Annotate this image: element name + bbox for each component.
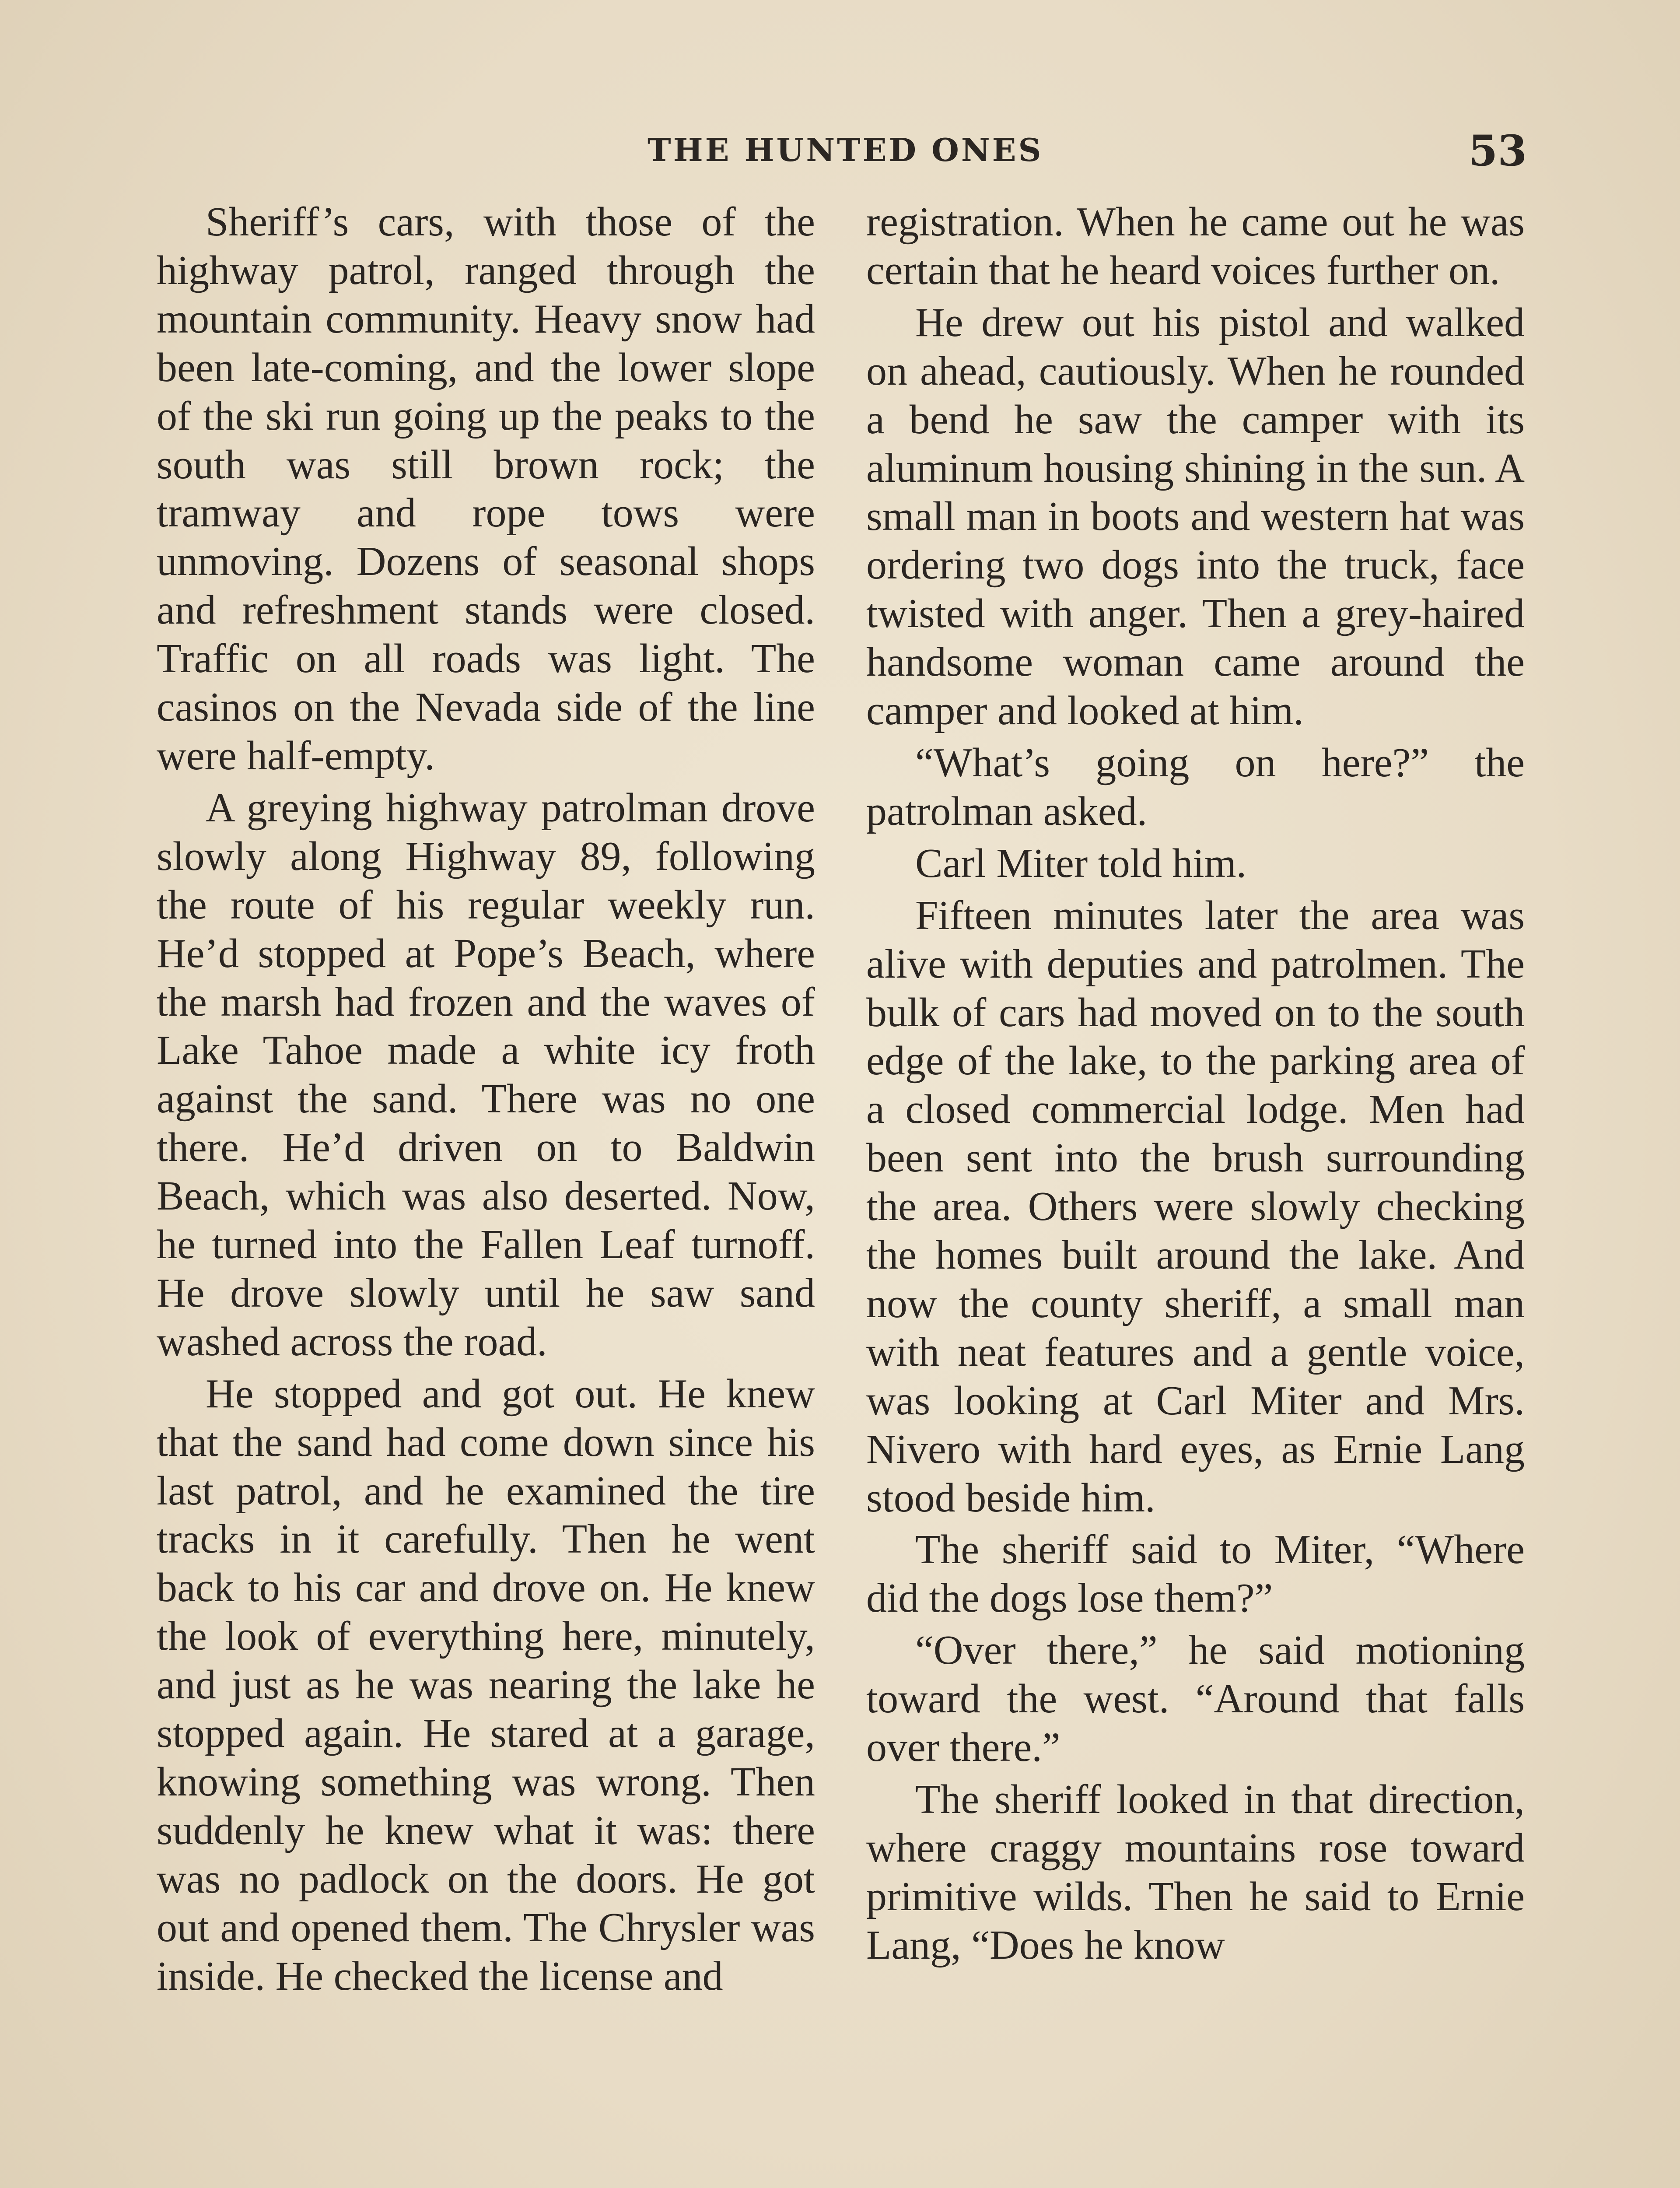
paragraph: The sheriff said to Miter, “Where did the dogs lose them?” (866, 1527, 1525, 1621)
paragraph: A greying highway patrolman drove slowly along Highway 89, following the route of his regular weekly run. He’d stopped at Pope’s Beach, where the marsh had frozen and the waves of Lake Tahoe made a white icy froth against the sand. There was no one there. He’d driven on to Baldwin Beach, which was also deserted. Now, he turned into the Fallen Leaf turnoff. He drove slowly until he saw sand washed across the road. (157, 785, 815, 1364)
paragraph: Fifteen minutes later the area was alive with deputies and patrolmen. The bulk of cars had moved on to the south edge of the lake, to the parking area of a closed commercial lodge. Men had been sent into the brush surrounding the area. Others were slowly checking the homes built around the lake. And now the county sheriff, a small man with neat features and a gentle voice, was looking at Carl Miter and Mrs. Nivero with hard eyes, as Ernie Lang stood beside him. (866, 892, 1525, 1521)
right-text-column (866, 198, 1525, 1973)
paragraph: He stopped and got out. He knew that the sand had come down since his last patrol, and he examined the tire tracks in it carefully. Then he went back to his car and drove on. He knew the look of everything here, minutely, and just as he was nearing the lake he stopped again. He stared at a garage, knowing something was wrong. Then suddenly he knew what it was: there was no padlock on the doors. He got out and opened them. The Chrysler was inside. He checked the license and (157, 1371, 815, 1999)
paragraph: “Over there,” he said motioning toward the west. “Around that falls over there.” (866, 1627, 1525, 1771)
running-title: THE HUNTED ONES (648, 131, 1043, 168)
continued-paragraph: registration. When he came out he was certain that he heard voices further on. (866, 199, 1525, 293)
paragraph: He drew out his pistol and walked on ahead, cautiously. When he rounded a bend he saw the camper with its aluminum housing shining in the sun. A small man in boots and western hat was ordering two dogs into the truck, face twisted with anger. Then a grey-haired handsome woman came around the camper and looked at him. (866, 299, 1525, 734)
page-number: 53 (1468, 126, 1527, 175)
paragraph: Carl Miter told him. (915, 840, 1247, 886)
paragraph: “What’s going on here?” the patrolman asked. (866, 740, 1525, 834)
paragraph: Sheriff’s cars, with those of the highway patrol, ranged through the mountain community. Heavy snow had been late-coming, and the lower slope of the ski run going up the peaks to the south was still brown rock; the tramway and rope tows were unmoving. Dozens of seasonal shops and refreshment stands were closed. Traffic on all roads was light. The casinos on the Nevada side of the line were half-empty. (157, 199, 815, 778)
paragraph: The sheriff looked in that direction, where craggy mountains rose toward primitive wilds. Then he said to Ernie Lang, “Does he know (866, 1777, 1525, 1968)
left-text-column (157, 198, 815, 2004)
